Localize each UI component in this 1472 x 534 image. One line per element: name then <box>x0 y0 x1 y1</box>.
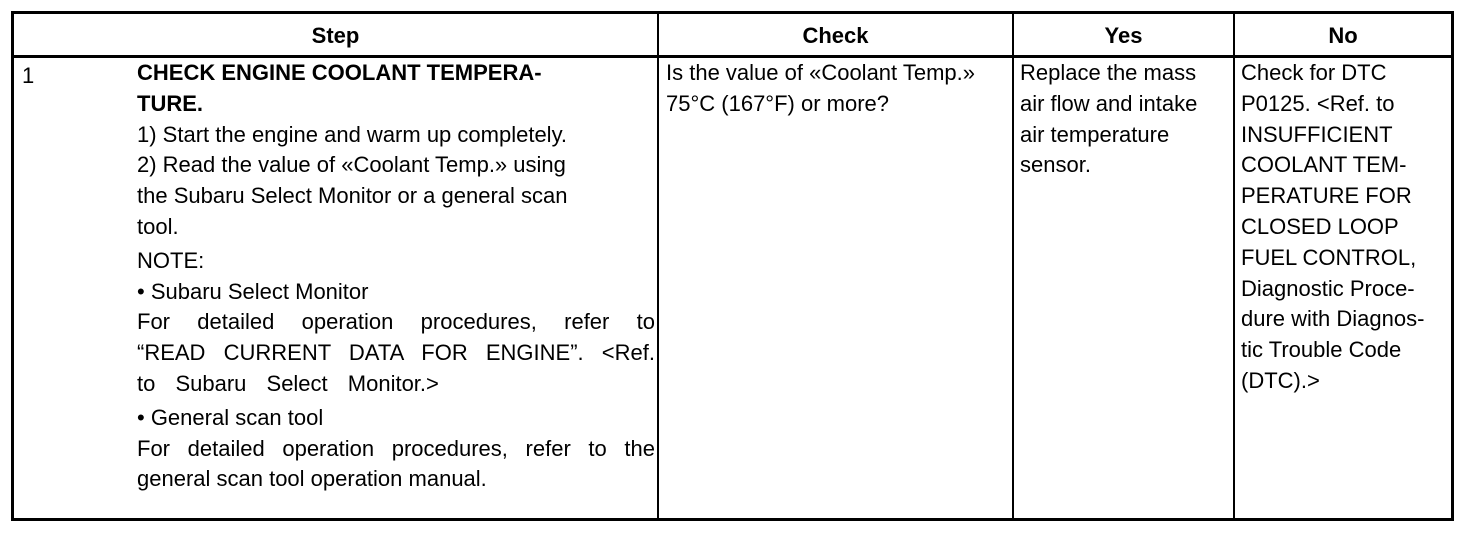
step-instruction-1: 1) Start the engine and warm up completely. <box>137 121 568 147</box>
step-number: 1 <box>22 63 35 88</box>
no-line: Check for DTC <box>1241 60 1387 85</box>
step-instruction-2: 2) Read the value of «Coolant Temp.» using <box>137 152 566 178</box>
column-divider-yes-no <box>1233 14 1235 518</box>
no-action <box>1241 58 1445 397</box>
step-instruction-2: tool. <box>137 213 179 239</box>
note-text: “READ CURRENT DATA FOR ENGINE”. <Ref. <box>137 340 655 366</box>
header-no: No <box>1328 23 1358 48</box>
note-text: to Subaru Select Monitor.> <box>137 370 439 396</box>
no-line: dure with Diagnos- <box>1241 306 1425 332</box>
step-title-line: CHECK ENGINE COOLANT TEMPERA- <box>137 60 542 85</box>
note-text: general scan tool operation manual. <box>137 466 487 492</box>
note-text: For detailed operation procedures, refer to <box>137 309 655 335</box>
no-line: PERATURE FOR <box>1241 183 1412 209</box>
column-divider-step-check <box>657 14 659 518</box>
step-instruction-2: the Subaru Select Monitor or a general scan <box>137 183 568 209</box>
no-line: Diagnostic Proce- <box>1241 275 1415 301</box>
check-line: 75°C (167°F) or more? <box>666 90 890 116</box>
no-line: COOLANT TEM- <box>1241 152 1407 178</box>
header-check: Check <box>802 23 869 48</box>
no-line: INSUFFICIENT <box>1241 121 1393 147</box>
note-bullet-select-monitor: • Subaru Select Monitor <box>137 278 369 304</box>
yes-line: Replace the mass <box>1020 60 1197 85</box>
no-line: (DTC).> <box>1241 367 1320 393</box>
diagnostic-table <box>11 11 1454 521</box>
yes-line: air flow and intake <box>1020 90 1198 116</box>
check-question <box>666 58 1004 120</box>
yes-line: air temperature <box>1020 121 1170 147</box>
header-yes: Yes <box>1104 23 1143 48</box>
yes-line: sensor. <box>1020 152 1091 178</box>
note-label: NOTE: <box>137 247 205 273</box>
column-divider-check-yes <box>1012 14 1014 518</box>
no-line: tic Trouble Code <box>1241 337 1402 363</box>
step-title-line: TURE. <box>137 90 203 116</box>
no-line: P0125. <Ref. to <box>1241 90 1395 116</box>
note-text: For detailed operation procedures, refer to the <box>137 435 655 461</box>
no-line: CLOSED LOOP <box>1241 213 1399 239</box>
no-line: FUEL CONTROL, <box>1241 244 1417 270</box>
note-bullet-general-scan-tool: • General scan tool <box>137 404 324 430</box>
header-step: Step <box>311 23 360 48</box>
check-line: Is the value of «Coolant Temp.» <box>666 60 976 85</box>
yes-action <box>1020 58 1226 181</box>
step-description <box>137 58 655 495</box>
